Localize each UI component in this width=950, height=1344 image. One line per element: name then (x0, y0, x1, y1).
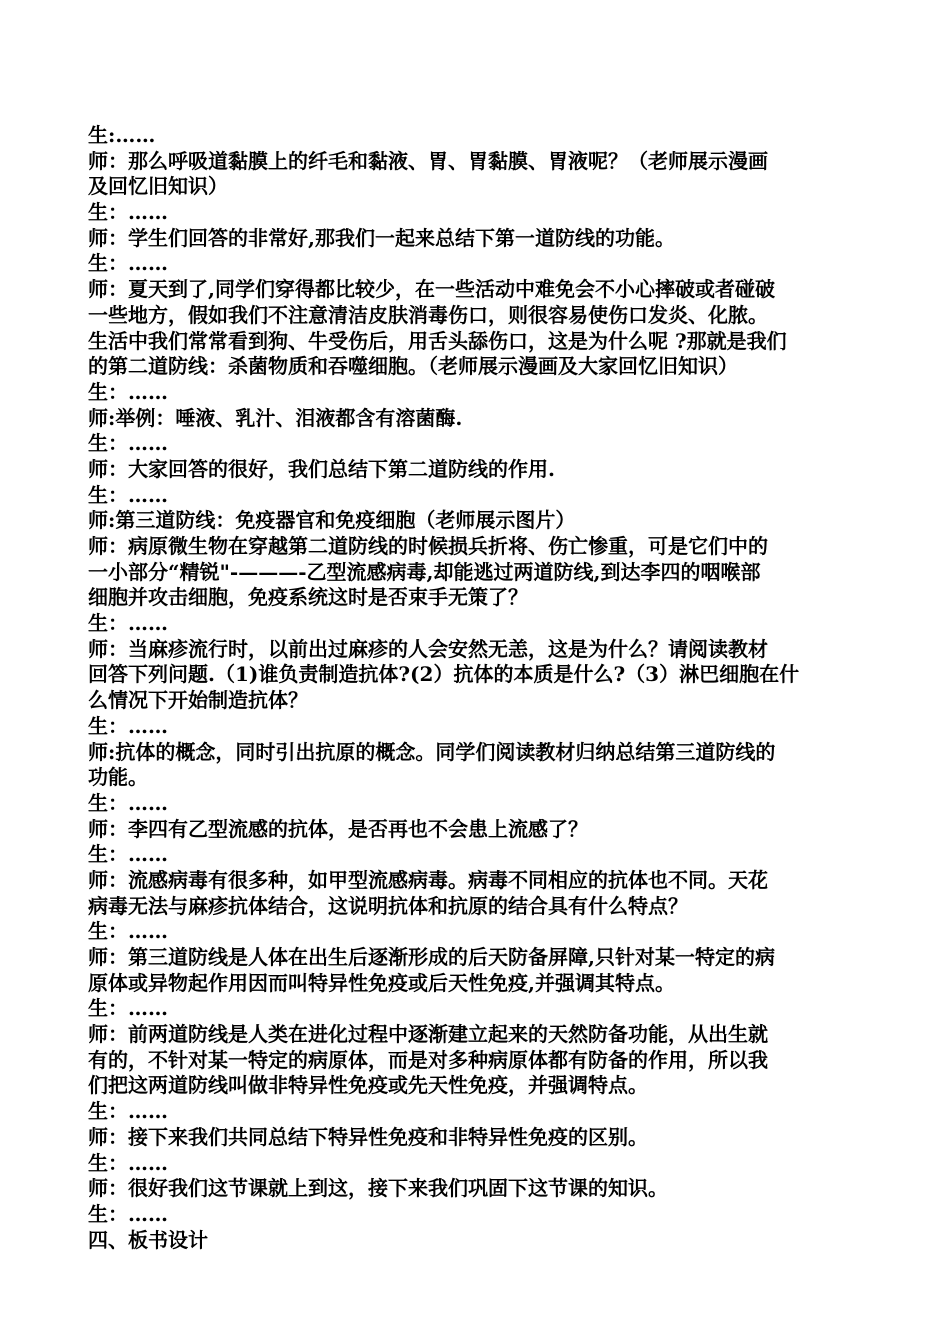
text-line: 师：第三道防线是人体在出生后逐渐形成的后天防备屏障,只针对某一特定的病 (88, 945, 775, 969)
text-line: 师：学生们回答的非常好,那我们一起来总结下第一道防线的功能。 (88, 225, 675, 250)
text-line: 一些地方，假如我们不注意清洁皮肤消毒伤口，则很容易使伤口发炎、化脓。 (88, 302, 768, 327)
text-line: 生：…… (88, 431, 168, 456)
text-line: 师：流感病毒有很多种，如甲型流感病毒。病毒不同相应的抗体也不同。天花 (88, 867, 768, 892)
text-line: 生：…… (88, 713, 168, 738)
text-line: 们把这两道防线叫做非特异性免疫或先天性免疫，并强调特点。 (88, 1073, 648, 1098)
text-line: 一小部分“精锐"-———-乙型流感病毒,却能逃过两道防线,到达李四的咽喉部 (88, 559, 761, 584)
text-line: 生：…… (88, 1099, 168, 1124)
text-line: 师：大家回答的很好，我们总结下第二道防线的作用. (88, 456, 555, 481)
text-line: 师：那么呼吸道黏膜上的纤毛和黏液、胃、胃黏膜、胃液呢？（老师展示漫画 (88, 148, 768, 173)
text-line: 生：…… (88, 919, 168, 944)
text-line: 细胞并攻击细胞，免疫系统这时是否束手无策了？ (88, 585, 528, 610)
text-line: 生：…… (88, 842, 168, 867)
text-line: 生：…… (88, 379, 168, 404)
text-line: 师:第三道防线：免疫器官和免疫细胞（老师展示图片） (88, 508, 576, 533)
text-line: 原体或异物起作用因而叫特异性免疫或后天性免疫,并强调其特点。 (88, 970, 675, 995)
text-line: 么情况下开始制造抗体？ (88, 688, 308, 713)
text-line: 及回忆旧知识） (88, 174, 228, 199)
section-heading (88, 1253, 866, 1279)
text-line: 生:…… (88, 123, 156, 147)
text-line: 师：前两道防线是人类在进化过程中逐渐建立起来的天然防备功能，从出生就 (88, 1022, 768, 1047)
text-line: 生：…… (88, 996, 168, 1021)
document-body (88, 123, 866, 1279)
text-line: 的第二道防线：杀菌物质和吞噬细胞。（老师展示漫画及大家回忆旧知识） (88, 354, 738, 379)
text-line: 生：…… (88, 200, 168, 225)
text-line: 师：病原微生物在穿越第二道防线的时候损兵折将、伤亡惨重，可是它们中的 (88, 534, 768, 558)
text-line: 有的，不针对某一特定的病原体，而是对多种病原体都有防备的作用，所以我 (88, 1047, 768, 1072)
text-line: 师:抗体的概念，同时引出抗原的概念。同学们阅读教材归纳总结第三道防线的 (88, 739, 776, 764)
text-line: 生：…… (88, 1201, 168, 1226)
text-line: 生：…… (88, 251, 168, 276)
text-line: 功能。 (88, 765, 148, 790)
text-line: 师：很好我们这节课就上到这，接下来我们巩固下这节课的知识。 (88, 1176, 668, 1201)
text-line: 生：…… (88, 482, 168, 507)
text-line: 师：李四有乙型流感的抗体，是否再也不会患上流感了？ (88, 816, 588, 841)
text-line: 生：…… (88, 1150, 168, 1175)
text-line: 回答下列问题.（1)谁负责制造抗体?(2）抗体的本质是什么?（3）淋巴细胞在什 (88, 662, 800, 687)
text-line: 师：接下来我们共同总结下特异性免疫和非特异性免疫的区别。 (88, 1124, 648, 1149)
text-line: 师:举例：唾液、乳汁、泪液都含有溶菌酶. (88, 405, 463, 430)
text-line: 病毒无法与麻疹抗体结合，这说明抗体和抗原的结合具有什么特点？ (88, 893, 688, 918)
text-line: 生：…… (88, 611, 168, 636)
text-line: 师：夏天到了,同学们穿得都比较少，在一些活动中难免会不小心摔破或者碰破 (88, 277, 775, 302)
text-line: 四、板书设计 (88, 1227, 208, 1252)
text-line: 生：…… (88, 790, 168, 815)
text-line: 生活中我们常常看到狗、牛受伤后，用舌头舔伤口，这是为什么呢 ?那就是我们 (88, 328, 787, 353)
text-line: 师：当麻疹流行时，以前出过麻疹的人会安然无恙，这是为什么？请阅读教材 (88, 636, 768, 661)
